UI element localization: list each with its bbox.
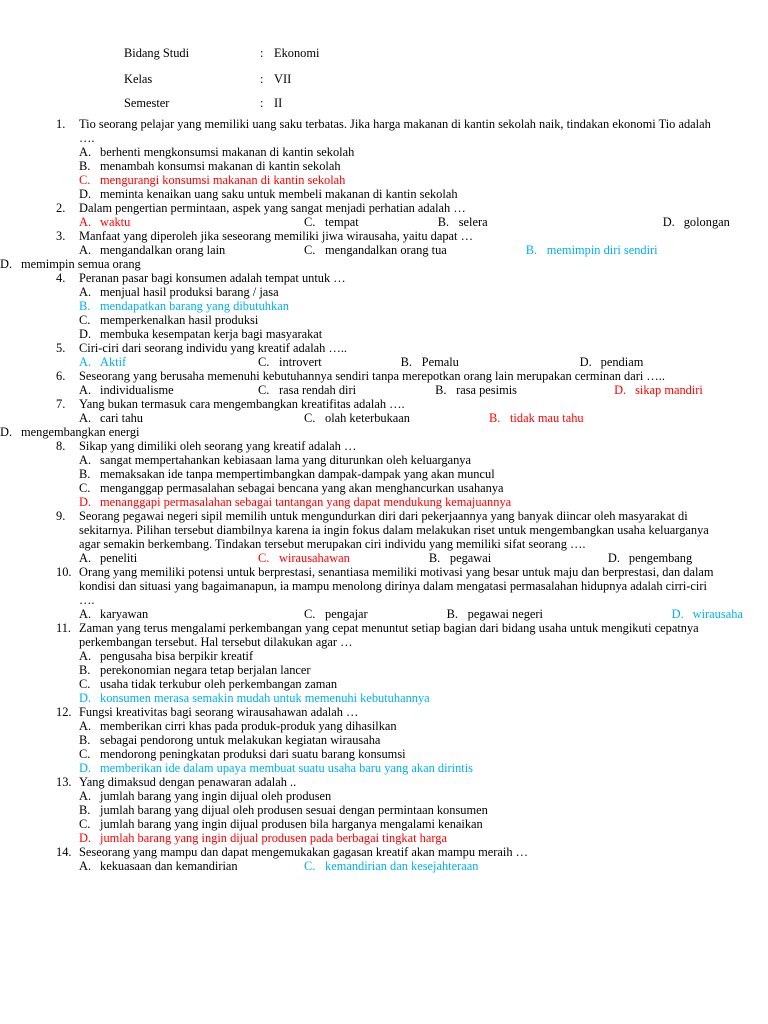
option-text: memaksakan ide tanpa mempertimbangkan dampak-dampak yang akan muncul xyxy=(100,467,495,481)
option-text: meminta kenaikan uang saku untuk membeli makanan di kantin sekolah xyxy=(100,187,458,201)
option-letter: D. xyxy=(671,607,684,621)
question-text: Ciri-ciri dari seorang individu yang kreatif adalah ….. xyxy=(79,341,348,355)
option-letter: D. xyxy=(79,691,92,705)
option-text: memperkenalkan hasil produksi xyxy=(100,313,259,327)
option-text: rasa rendah diri xyxy=(279,383,357,397)
answer-option xyxy=(304,607,368,621)
answer-option xyxy=(304,243,447,257)
answer-option xyxy=(0,761,668,775)
answer-option xyxy=(608,551,692,565)
option-list xyxy=(0,859,768,873)
question-item xyxy=(0,271,768,341)
option-letter: B. xyxy=(79,299,91,313)
option-text: mengurangi konsumsi makanan di kantin sekolah xyxy=(100,173,346,187)
question-item xyxy=(0,621,768,705)
option-letter: A. xyxy=(79,145,92,159)
option-letter: C. xyxy=(79,481,91,495)
question-item xyxy=(0,369,768,397)
answer-option xyxy=(0,243,304,257)
answer-option xyxy=(0,649,668,663)
answer-option xyxy=(350,551,608,565)
answer-option xyxy=(0,453,668,467)
answer-option xyxy=(0,747,668,761)
option-letter: C. xyxy=(79,677,91,691)
option-text: pegawai xyxy=(449,551,492,565)
option-letter: D. xyxy=(0,257,13,271)
answer-option xyxy=(0,551,258,565)
question-item xyxy=(0,509,768,565)
answer-option xyxy=(0,299,668,313)
answer-option xyxy=(0,677,668,691)
answer-option xyxy=(0,733,668,747)
question-number: 7. xyxy=(56,397,66,411)
option-text: karyawan xyxy=(100,607,149,621)
answer-option xyxy=(614,383,703,397)
option-letter: A. xyxy=(79,215,92,229)
option-text: pengusaha bisa berpikir kreatif xyxy=(100,649,254,663)
option-letter: D. xyxy=(79,831,92,845)
option-letter: B. xyxy=(79,733,91,747)
option-text: mendapatkan barang yang dibutuhkan xyxy=(100,299,289,313)
header-colon: : xyxy=(260,96,264,110)
question-text-block xyxy=(0,397,768,411)
option-text: menambah konsumsi makanan di kantin sekolah xyxy=(100,159,341,173)
option-letter: D. xyxy=(607,551,620,565)
option-text: tidak mau tahu xyxy=(509,411,584,425)
option-letter: A. xyxy=(79,243,92,257)
question-item xyxy=(0,705,768,775)
question-text-block xyxy=(0,775,768,789)
option-text: Aktif xyxy=(100,355,127,369)
answer-option xyxy=(0,383,258,397)
option-text: sikap mandiri xyxy=(635,383,703,397)
answer-option xyxy=(0,467,668,481)
header-label: Bidang Studi xyxy=(124,46,190,60)
answer-option xyxy=(663,215,730,229)
option-list xyxy=(0,355,768,369)
option-letter: C. xyxy=(304,607,316,621)
question-text: Manfaat yang diperoleh jika seseorang memiliki jiwa wirausaha, yaitu dapat … xyxy=(79,229,473,243)
question-text-block xyxy=(0,565,768,607)
option-list xyxy=(0,215,768,229)
option-list xyxy=(0,411,768,439)
question-number: 6. xyxy=(56,369,66,383)
option-text: jumlah barang yang dijual oleh produsen sesuai dengan permintaan konsumen xyxy=(100,803,488,817)
option-letter: C. xyxy=(258,383,270,397)
question-text: Tio seorang pelajar yang memiliki uang saku terbatas. Jika harga makanan di kantin sekolah naik, tindakan ekonomi Tio adalah …. xyxy=(79,117,711,145)
option-text: sangat mempertahankan kebiasaan lama yang diturunkan oleh keluarganya xyxy=(100,453,472,467)
question-text: Peranan pasar bagi konsumen adalah tempat untuk … xyxy=(79,271,346,285)
option-letter: A. xyxy=(79,453,92,467)
question-number: 11. xyxy=(56,621,72,635)
header-value: VII xyxy=(274,72,292,86)
answer-option xyxy=(304,859,478,873)
option-letter: A. xyxy=(79,355,92,369)
answer-option xyxy=(0,411,304,425)
question-item xyxy=(0,397,768,439)
option-letter: C. xyxy=(304,859,316,873)
option-text: cari tahu xyxy=(100,411,143,425)
question-text-block xyxy=(0,229,768,243)
option-letter: C. xyxy=(258,355,270,369)
answer-option xyxy=(258,355,322,369)
question-list xyxy=(0,117,768,873)
option-letter: A. xyxy=(79,719,92,733)
option-text: membuka kesempatan kerja bagi masyarakat xyxy=(100,327,323,341)
option-letter: C. xyxy=(79,747,91,761)
option-text: rasa pesimis xyxy=(456,383,517,397)
option-letter: D. xyxy=(579,355,592,369)
option-text: memberikan ide dalam upaya membuat suatu usaha baru yang akan dirintis xyxy=(100,761,473,775)
option-text: waktu xyxy=(100,215,131,229)
question-item xyxy=(0,439,768,509)
question-number: 9. xyxy=(56,509,66,523)
answer-option xyxy=(0,803,668,817)
answer-option xyxy=(0,187,668,201)
option-letter: B. xyxy=(488,411,501,425)
answer-option xyxy=(0,719,668,733)
answer-option xyxy=(0,663,668,677)
option-letter: A. xyxy=(79,383,92,397)
option-text: introvert xyxy=(279,355,322,369)
option-letter: C. xyxy=(258,551,270,565)
option-list xyxy=(0,607,768,621)
question-number: 2. xyxy=(56,201,66,215)
question-number: 12. xyxy=(56,705,72,719)
answer-option xyxy=(304,411,410,425)
question-text: Dalam pengertian permintaan, aspek yang sangat menjadi perhatian adalah … xyxy=(79,201,466,215)
option-text: kemandirian dan kesejahteraan xyxy=(325,859,479,873)
answer-option xyxy=(0,285,668,299)
answer-option xyxy=(0,313,668,327)
question-text: Zaman yang terus mengalami perkembangan yang cepat menuntut setiap bagian dari bidang usaha untuk mengikuti cepatnya perkembangan tersebut. Hal tersebut dilakukan agar … xyxy=(79,621,699,649)
answer-option xyxy=(0,691,668,705)
option-text: selera xyxy=(458,215,488,229)
question-text-block xyxy=(0,341,768,355)
answer-option xyxy=(410,411,714,425)
answer-option xyxy=(0,327,668,341)
header-value: Ekonomi xyxy=(274,46,320,60)
header-value: II xyxy=(274,96,283,110)
option-list xyxy=(0,145,768,201)
answer-option xyxy=(0,173,668,187)
option-text: kekuasaan dan kemandirian xyxy=(100,859,238,873)
option-letter: D. xyxy=(79,327,92,341)
option-text: jumlah barang yang ingin dijual oleh produsen xyxy=(100,789,332,803)
question-item xyxy=(0,845,768,873)
option-text: peneliti xyxy=(100,551,138,565)
answer-option xyxy=(0,495,668,509)
option-letter: B. xyxy=(79,663,91,677)
option-list xyxy=(0,285,768,341)
option-letter: A. xyxy=(79,859,92,873)
option-letter: C. xyxy=(79,817,91,831)
option-text: memimpin semua orang xyxy=(21,257,141,271)
option-text: wirausahawan xyxy=(279,551,350,565)
question-text: Yang dimaksud dengan penawaran adalah .. xyxy=(79,775,297,789)
option-letter: B. xyxy=(446,607,459,621)
option-letter: C. xyxy=(79,173,91,187)
header-label: Semester xyxy=(124,96,170,110)
option-list xyxy=(0,649,768,705)
option-letter: C. xyxy=(304,411,316,425)
option-letter: A. xyxy=(79,551,92,565)
question-number: 5. xyxy=(56,341,66,355)
option-letter: D. xyxy=(79,761,92,775)
answer-option xyxy=(0,215,304,229)
question-number: 14. xyxy=(56,845,72,859)
question-text: Yang bukan termasuk cara mengembangkan kreatifitas adalah …. xyxy=(79,397,405,411)
option-letter: B. xyxy=(428,551,441,565)
answer-option xyxy=(0,257,141,271)
option-letter: B. xyxy=(79,159,91,173)
question-number: 8. xyxy=(56,439,66,453)
header-colon: : xyxy=(260,46,264,60)
option-text: pegawai negeri xyxy=(467,607,543,621)
answer-option xyxy=(356,383,614,397)
answer-option xyxy=(580,355,644,369)
option-letter: A. xyxy=(79,649,92,663)
option-letter: B. xyxy=(79,803,91,817)
question-text: Orang yang memiliki potensi untuk berprestasi, senantiasa memiliki motivasi yang besar untuk maju dan berprestasi, dan dalam kondisi dan situasi yang bagaimanapun, ia mampu menolong dirinya dalam mengatasi permasalahan hidupnya adalah cirri-ciri …. xyxy=(79,565,714,607)
question-text-block xyxy=(0,705,768,719)
answer-option xyxy=(322,355,580,369)
question-item xyxy=(0,341,768,369)
option-letter: D. xyxy=(79,187,92,201)
option-text: wirausaha xyxy=(692,607,743,621)
answer-option xyxy=(359,215,663,229)
option-list xyxy=(0,453,768,509)
header-label: Kelas xyxy=(124,72,153,86)
question-number: 3. xyxy=(56,229,66,243)
option-list xyxy=(0,383,768,397)
option-letter: B. xyxy=(79,467,91,481)
question-item xyxy=(0,229,768,271)
option-text: jumlah barang yang ingin dijual produsen pada berbagai tingkat harga xyxy=(100,831,447,845)
option-text: jumlah barang yang ingin dijual produsen bila harganya mengalami kenaikan xyxy=(100,817,483,831)
option-text: individualisme xyxy=(100,383,174,397)
option-text: konsumen merasa semakin mudah untuk memenuhi kebutuhannya xyxy=(100,691,430,705)
answer-option xyxy=(258,383,356,397)
option-text: menganggap permasalahan sebagai bencana yang akan menghancurkan usahanya xyxy=(100,481,504,495)
option-text: tempat xyxy=(325,215,359,229)
option-letter: D. xyxy=(614,383,627,397)
option-letter: A. xyxy=(79,411,92,425)
option-text: mengembangkan energi xyxy=(21,425,140,439)
option-list xyxy=(0,551,768,565)
question-text: Seseorang yang mampu dan dapat mengemukakan gagasan kreatif akan mampu meraih … xyxy=(79,845,529,859)
option-letter: C. xyxy=(304,215,316,229)
option-letter: C. xyxy=(79,313,91,327)
option-text: perekonomian negara tetap berjalan lancer xyxy=(100,663,311,677)
option-text: olah keterbukaan xyxy=(325,411,410,425)
option-letter: D. xyxy=(0,425,13,439)
option-letter: D. xyxy=(79,495,92,509)
question-text-block xyxy=(0,439,768,453)
option-letter: B. xyxy=(435,383,447,397)
answer-option xyxy=(0,481,668,495)
question-item xyxy=(0,117,768,201)
option-letter: A. xyxy=(79,789,92,803)
option-text: menanggapi permasalahan sebagai tantangan yang dapat mendukung kemajuannya xyxy=(100,495,512,509)
option-text: pengembang xyxy=(628,551,693,565)
option-text: pendiam xyxy=(600,355,644,369)
question-text-block xyxy=(0,117,768,145)
option-letter: A. xyxy=(79,607,92,621)
option-text: sebagai pendorong untuk melakukan kegiatan wirausaha xyxy=(100,733,381,747)
question-text: Fungsi kreativitas bagi seorang wirausahawan adalah … xyxy=(79,705,359,719)
question-text: Seorang pegawai negeri sipil memilih untuk mengundurkan diri dari pekerjaannya yang banyak diincar oleh masyarakat di sekitarnya. Pilihan tersebut diambilnya karena ia ingin fokus dalam melakukan riset untuk mengembangkan usaha keluarganya agar semakin berkembang. Tindakan tersebut merupakan ciri individu yang memiliki sifat seorang …. xyxy=(79,509,709,551)
question-text-block xyxy=(0,369,768,383)
answer-option xyxy=(304,215,359,229)
option-letter: B. xyxy=(525,243,538,257)
question-number: 13. xyxy=(56,775,72,789)
answer-option xyxy=(258,551,350,565)
header-colon: : xyxy=(260,72,264,86)
question-number: 1. xyxy=(56,117,66,131)
question-item xyxy=(0,775,768,845)
option-list xyxy=(0,789,768,845)
option-text: memimpin diri sendiri xyxy=(546,243,658,257)
option-letter: A. xyxy=(79,285,92,299)
option-list xyxy=(0,243,768,271)
option-text: golongan xyxy=(683,215,730,229)
question-text-block xyxy=(0,271,768,285)
question-item xyxy=(0,565,768,621)
option-letter: B. xyxy=(400,355,413,369)
answer-option xyxy=(0,607,304,621)
question-number: 4. xyxy=(56,271,66,285)
answer-option xyxy=(0,159,668,173)
option-text: menjual hasil produksi barang / jasa xyxy=(100,285,279,299)
question-number: 10. xyxy=(56,565,72,579)
option-text: pengajar xyxy=(325,607,368,621)
option-letter: C. xyxy=(304,243,316,257)
answer-option xyxy=(0,425,139,439)
answer-option xyxy=(0,859,304,873)
question-item xyxy=(0,201,768,229)
question-text-block xyxy=(0,201,768,215)
answer-option xyxy=(672,607,743,621)
answer-option xyxy=(0,355,258,369)
option-text: usaha tidak terkubur oleh perkembangan zaman xyxy=(100,677,338,691)
option-text: Pemalu xyxy=(421,355,459,369)
option-text: mendorong peningkatan produksi dari suatu barang konsumsi xyxy=(100,747,406,761)
question-text-block xyxy=(0,621,768,649)
question-text-block xyxy=(0,845,768,859)
answer-option xyxy=(0,831,668,845)
question-text: Seseorang yang berusaha memenuhi kebutuhannya sendiri tanpa merepotkan orang lain merupakan cerminan dari ….. xyxy=(79,369,665,383)
question-text-block xyxy=(0,509,768,551)
answer-option xyxy=(447,243,751,257)
option-text: berhenti mengkonsumsi makanan di kantin sekolah xyxy=(100,145,355,159)
option-text: memberikan cirri khas pada produk-produk yang dihasilkan xyxy=(100,719,397,733)
option-text: mengandalkan orang lain xyxy=(100,243,226,257)
option-text: mengandalkan orang tua xyxy=(325,243,447,257)
option-letter: B. xyxy=(437,215,450,229)
answer-option xyxy=(0,817,668,831)
question-text: Sikap yang dimiliki oleh seorang yang kreatif adalah … xyxy=(79,439,357,453)
answer-option xyxy=(368,607,672,621)
option-list xyxy=(0,719,768,775)
answer-option xyxy=(0,789,668,803)
answer-option xyxy=(0,145,668,159)
option-letter: D. xyxy=(662,215,675,229)
